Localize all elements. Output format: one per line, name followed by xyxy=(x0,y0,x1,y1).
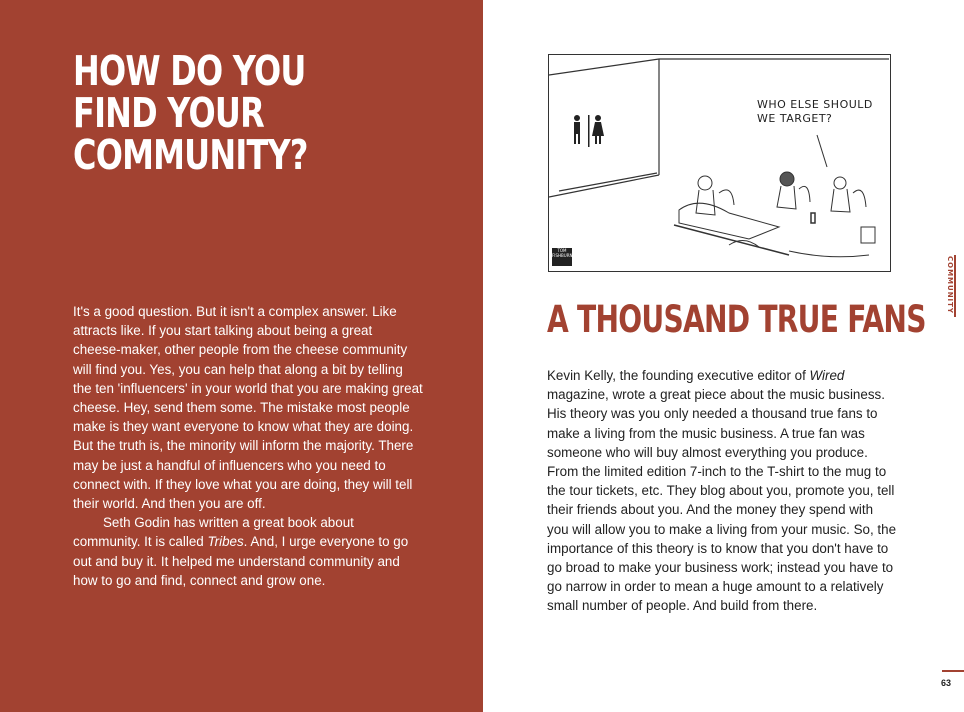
left-paragraph-2 xyxy=(73,513,423,590)
cartoon-drawing xyxy=(549,55,892,273)
page-number-rule xyxy=(942,670,964,672)
right-body-text xyxy=(547,366,897,616)
speech-line-1: WHO ELSE SHOULD xyxy=(757,98,873,111)
restroom-sign-icon xyxy=(574,115,604,147)
table-lines xyxy=(674,213,815,255)
section-tab xyxy=(934,255,964,322)
book-title-tribes: Tribes xyxy=(207,534,244,550)
left-paragraph-1: It's a good question. But it isn't a complex answer. Like attracts like. If you start talking about being a great cheese-maker, other people from the cheese community will find you. Yes, you can help that along a bit by telling the ten 'influencers' in your world that you are making great cheese. Hey, send them some. The mistake most people make is they want everyone to know what they are doing. But the truth is, the minority will inform the majority. There may be just a handful of influencers who you need to connect with. If they love what you are doing, they will tell their world. And then you are off. xyxy=(73,304,423,512)
right-paragraph-text-a: Kevin Kelly, the founding executive editor of xyxy=(547,368,810,383)
paragraph-2-text-a: Seth Godin has written a great book about community. It is called xyxy=(73,515,354,550)
section-tab-bar xyxy=(954,255,956,317)
magazine-title-wired: Wired xyxy=(809,368,845,383)
page-number: 63 xyxy=(941,678,952,688)
paragraph-2-text-b: . And, I urge everyone to go out and buy it. It helped me understand community and how to go and find, connect and grow one. xyxy=(73,534,409,588)
section-tab-label: COMMUNITY xyxy=(946,255,955,315)
speech-pointer xyxy=(817,135,827,167)
right-heading: A THOUSAND TRUE FANS xyxy=(547,298,926,341)
right-paragraph xyxy=(547,366,897,616)
title-line-2: FIND YOUR xyxy=(73,89,264,137)
page-title xyxy=(73,47,385,179)
speech-line-2: WE TARGET? xyxy=(757,112,833,125)
speech-bubble-text xyxy=(757,98,887,126)
title-line-3: COMMUNITY? xyxy=(73,131,308,179)
cartoonist-signature: TOM FISHBURNE xyxy=(552,248,572,266)
title-line-1: HOW DO YOU xyxy=(73,47,306,95)
cartoon-illustration xyxy=(548,54,891,272)
left-body-text xyxy=(73,302,423,590)
meeting-people xyxy=(679,172,875,257)
right-paragraph-text-b: magazine, wrote a great piece about the music business. His theory was you only needed a thousand true fans to make a living from the music business. A true fan was someone who will buy almost everything you produce. From the limited edition 7-inch to the T-shirt to the mug to the tour tickets, etc. They blog about you, promote you, tell their friends about you. And the money they spend with you will allow you to make a living from your music. So, the importance of this theory is to know that you don't have to go broad to make your business work; instead you have to go narrow in order to mean a huge amount to a relatively small number of people. And build from there. xyxy=(547,387,897,614)
